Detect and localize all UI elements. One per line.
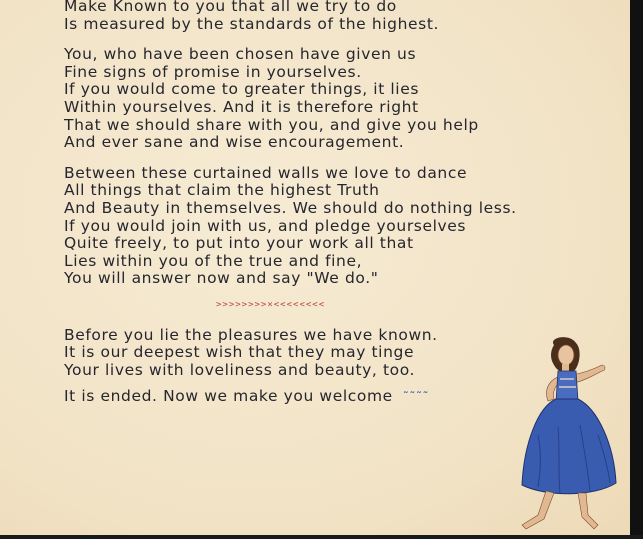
poem-line: You, who have been chosen have given us: [64, 45, 417, 64]
poem-line: Quite freely, to put into your work all that: [64, 234, 414, 253]
poem-line: Fine signs of promise in yourselves.: [64, 62, 362, 81]
poem-line: If you would come to greater things, it lies: [64, 80, 420, 99]
dancer-drawing: [498, 335, 630, 535]
stanza-4: [64, 327, 517, 380]
closing-line: [64, 388, 517, 407]
poem: [64, 0, 517, 407]
poem-line: It is our deepest wish that they may tinge: [64, 343, 415, 362]
poem-line: Is measured by the standards of the highest.: [64, 14, 440, 33]
poem-line: Within yourselves. And it is therefore right: [64, 97, 419, 116]
poem-line: Your lives with loveliness and beauty, too.: [64, 360, 416, 379]
scan-edge-bottom: [0, 535, 643, 539]
poem-line: Before you lie the pleasures we have known.: [64, 325, 438, 344]
poem-line: That we should share with you, and give you help: [64, 115, 479, 134]
poem-line: All things that claim the highest Truth: [64, 181, 380, 200]
scan-edge-right: [630, 0, 643, 539]
poem-line: You will answer now and say "We do.": [64, 269, 379, 288]
poem-line: And ever sane and wise encouragement.: [64, 133, 405, 152]
closing-text: It is ended. Now we make you welcome: [64, 387, 393, 406]
wave-flourish: ˜˜˜˜: [398, 390, 430, 405]
decorative-divider: >>>>>>>>×<<<<<<<<: [216, 299, 326, 310]
dancer-face: [558, 345, 574, 365]
dancer-leg-left: [522, 491, 554, 529]
stanza-3: [64, 165, 517, 288]
dancer-bodice: [556, 371, 578, 401]
poem-line: Between these curtained walls we love to dance: [64, 163, 468, 182]
poem-line: Lies within you of the true and fine,: [64, 251, 363, 270]
dancer-leg-right: [578, 493, 598, 529]
stanza-2: [64, 46, 517, 152]
poem-line: Make Known to you that all we try to do: [64, 0, 397, 15]
stanza-1: [64, 0, 517, 33]
poem-line: And Beauty in themselves. We should do nothing less.: [64, 198, 517, 217]
poem-line: If you would join with us, and pledge yourselves: [64, 216, 467, 235]
